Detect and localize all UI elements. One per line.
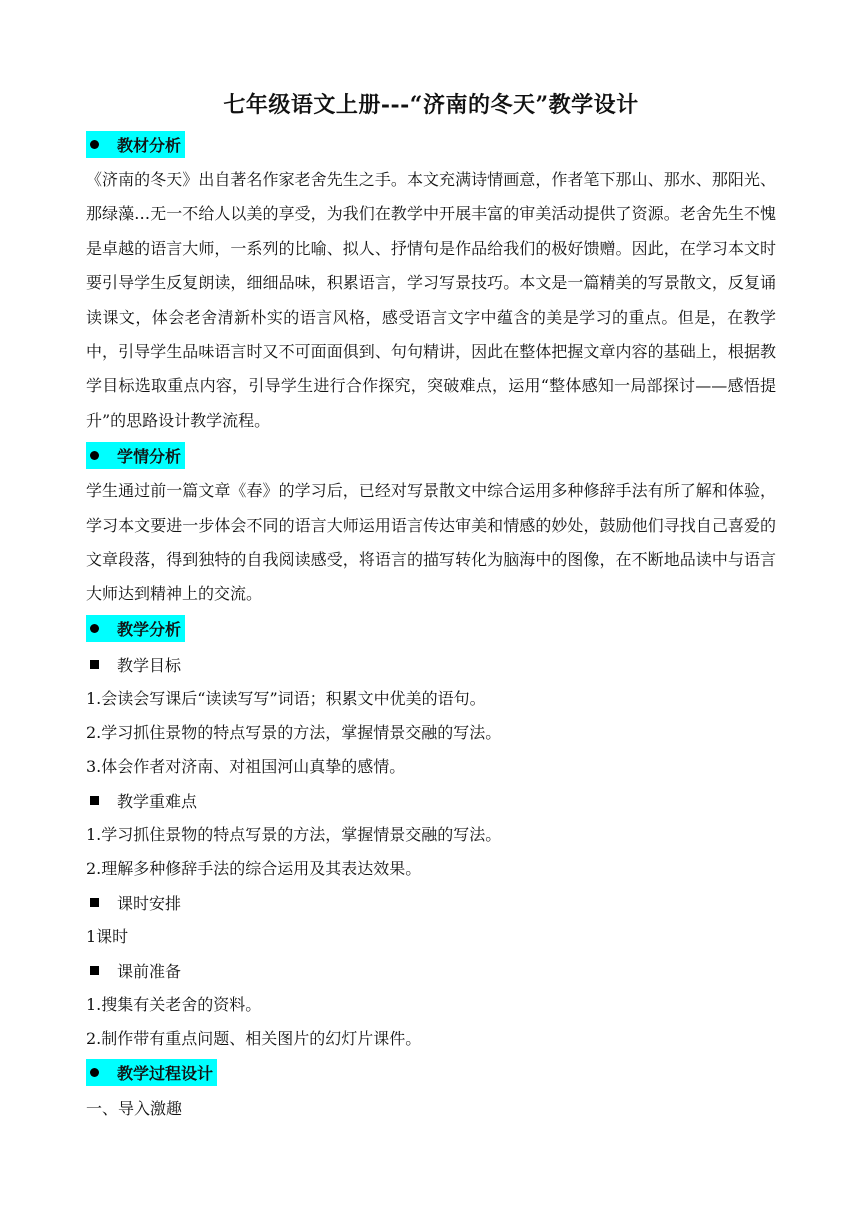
list-item: 1.会读会写课后“读读写写”词语；积累文中优美的语句。 [86, 688, 486, 708]
bullet-dot-icon [90, 1068, 99, 1077]
section-heading-label: 学情分析 [117, 446, 182, 466]
list-item: 1.学习抓住景物的特点写景的方法，掌握情景交融的写法。 [86, 824, 502, 844]
subheading-label: 课时安排 [117, 894, 182, 914]
list-item: 2.学习抓住景物的特点写景的方法，掌握情景交融的写法。 [86, 722, 502, 742]
textbook-paragraph: 《济南的冬天》出自著名作家老舍先生之手。本文充满诗情画意，作者笔下那山、那水、那阳光、那绿藻…无一不给人以美的享受，为我们在教学中开展丰富的审美活动提供了资源。老舍先生不愧是卓越的语言大师，一系列的比喻、拟人、抒情句是作品给我们的极好馈赠。因此，在学习本文时要引导学生反复朗读，细细品味，积累语言，学习写景技巧。本文是一篇精美的写景散文，反复诵读课文，体会老舍清新朴实的语言风格，感受语言文字中蕴含的美是学习的重点。但是，在教学中，引导学生品味语言时又不可面面俱到、句句精讲，因此在整体把握文章内容的基础上，根据教学目标选取重点内容，引导学生进行合作探究，突破难点，运用“整体感知一局部探讨——感悟提升”的思路设计教学流程。 [86, 170, 776, 430]
subheading-schedule [86, 886, 776, 920]
section-heading-students [86, 441, 776, 469]
list-item: 2.制作带有重点问题、相关图片的幻灯片课件。 [86, 1028, 422, 1048]
section-heading-textbook [86, 130, 776, 158]
subheading-label: 教学目标 [117, 656, 182, 676]
subheading-label: 教学重难点 [117, 792, 198, 812]
square-bullet-icon [90, 660, 99, 669]
process-step: 一、导入激趣 [86, 1098, 183, 1118]
document-title: 七年级语文上册---“济南的冬天”教学设计 [223, 92, 639, 118]
subheading-goals [86, 648, 776, 682]
list-item: 1.搜集有关老舍的资料。 [86, 994, 262, 1014]
document-page [86, 88, 776, 1126]
list-item: 2.理解多种修辞手法的综合运用及其表达效果。 [86, 858, 422, 878]
subheading-preparation [86, 954, 776, 988]
highlight-band [86, 442, 185, 469]
section-heading-label: 教材分析 [117, 135, 182, 155]
subheading-label: 课前准备 [117, 962, 182, 982]
list-item: 1课时 [86, 926, 129, 946]
highlight-band [86, 1059, 217, 1086]
subheading-key-points [86, 784, 776, 818]
highlight-band [86, 131, 185, 158]
students-paragraph: 学生通过前一篇文章《春》的学习后，已经对写景散文中综合运用多种修辞手法有所了解和体验，学习本文要进一步体会不同的语言大师运用语言传达审美和情感的妙处，鼓励他们寻找自己喜爱的文章段落，得到独特的自我阅读感受，将语言的描写转化为脑海中的图像，在不断地品读中与语言大师达到精神上的交流。 [86, 481, 776, 604]
section-heading-teaching [86, 615, 776, 643]
bullet-dot-icon [90, 624, 99, 633]
bullet-dot-icon [90, 451, 99, 460]
section-heading-label: 教学过程设计 [117, 1064, 214, 1084]
square-bullet-icon [90, 966, 99, 975]
square-bullet-icon [90, 796, 99, 805]
square-bullet-icon [90, 898, 99, 907]
section-heading-process [86, 1059, 776, 1087]
highlight-band [86, 615, 185, 642]
list-item: 3.体会作者对济南、对祖国河山真挚的感情。 [86, 756, 406, 776]
section-heading-label: 教学分析 [117, 620, 182, 640]
bullet-dot-icon [90, 140, 99, 149]
